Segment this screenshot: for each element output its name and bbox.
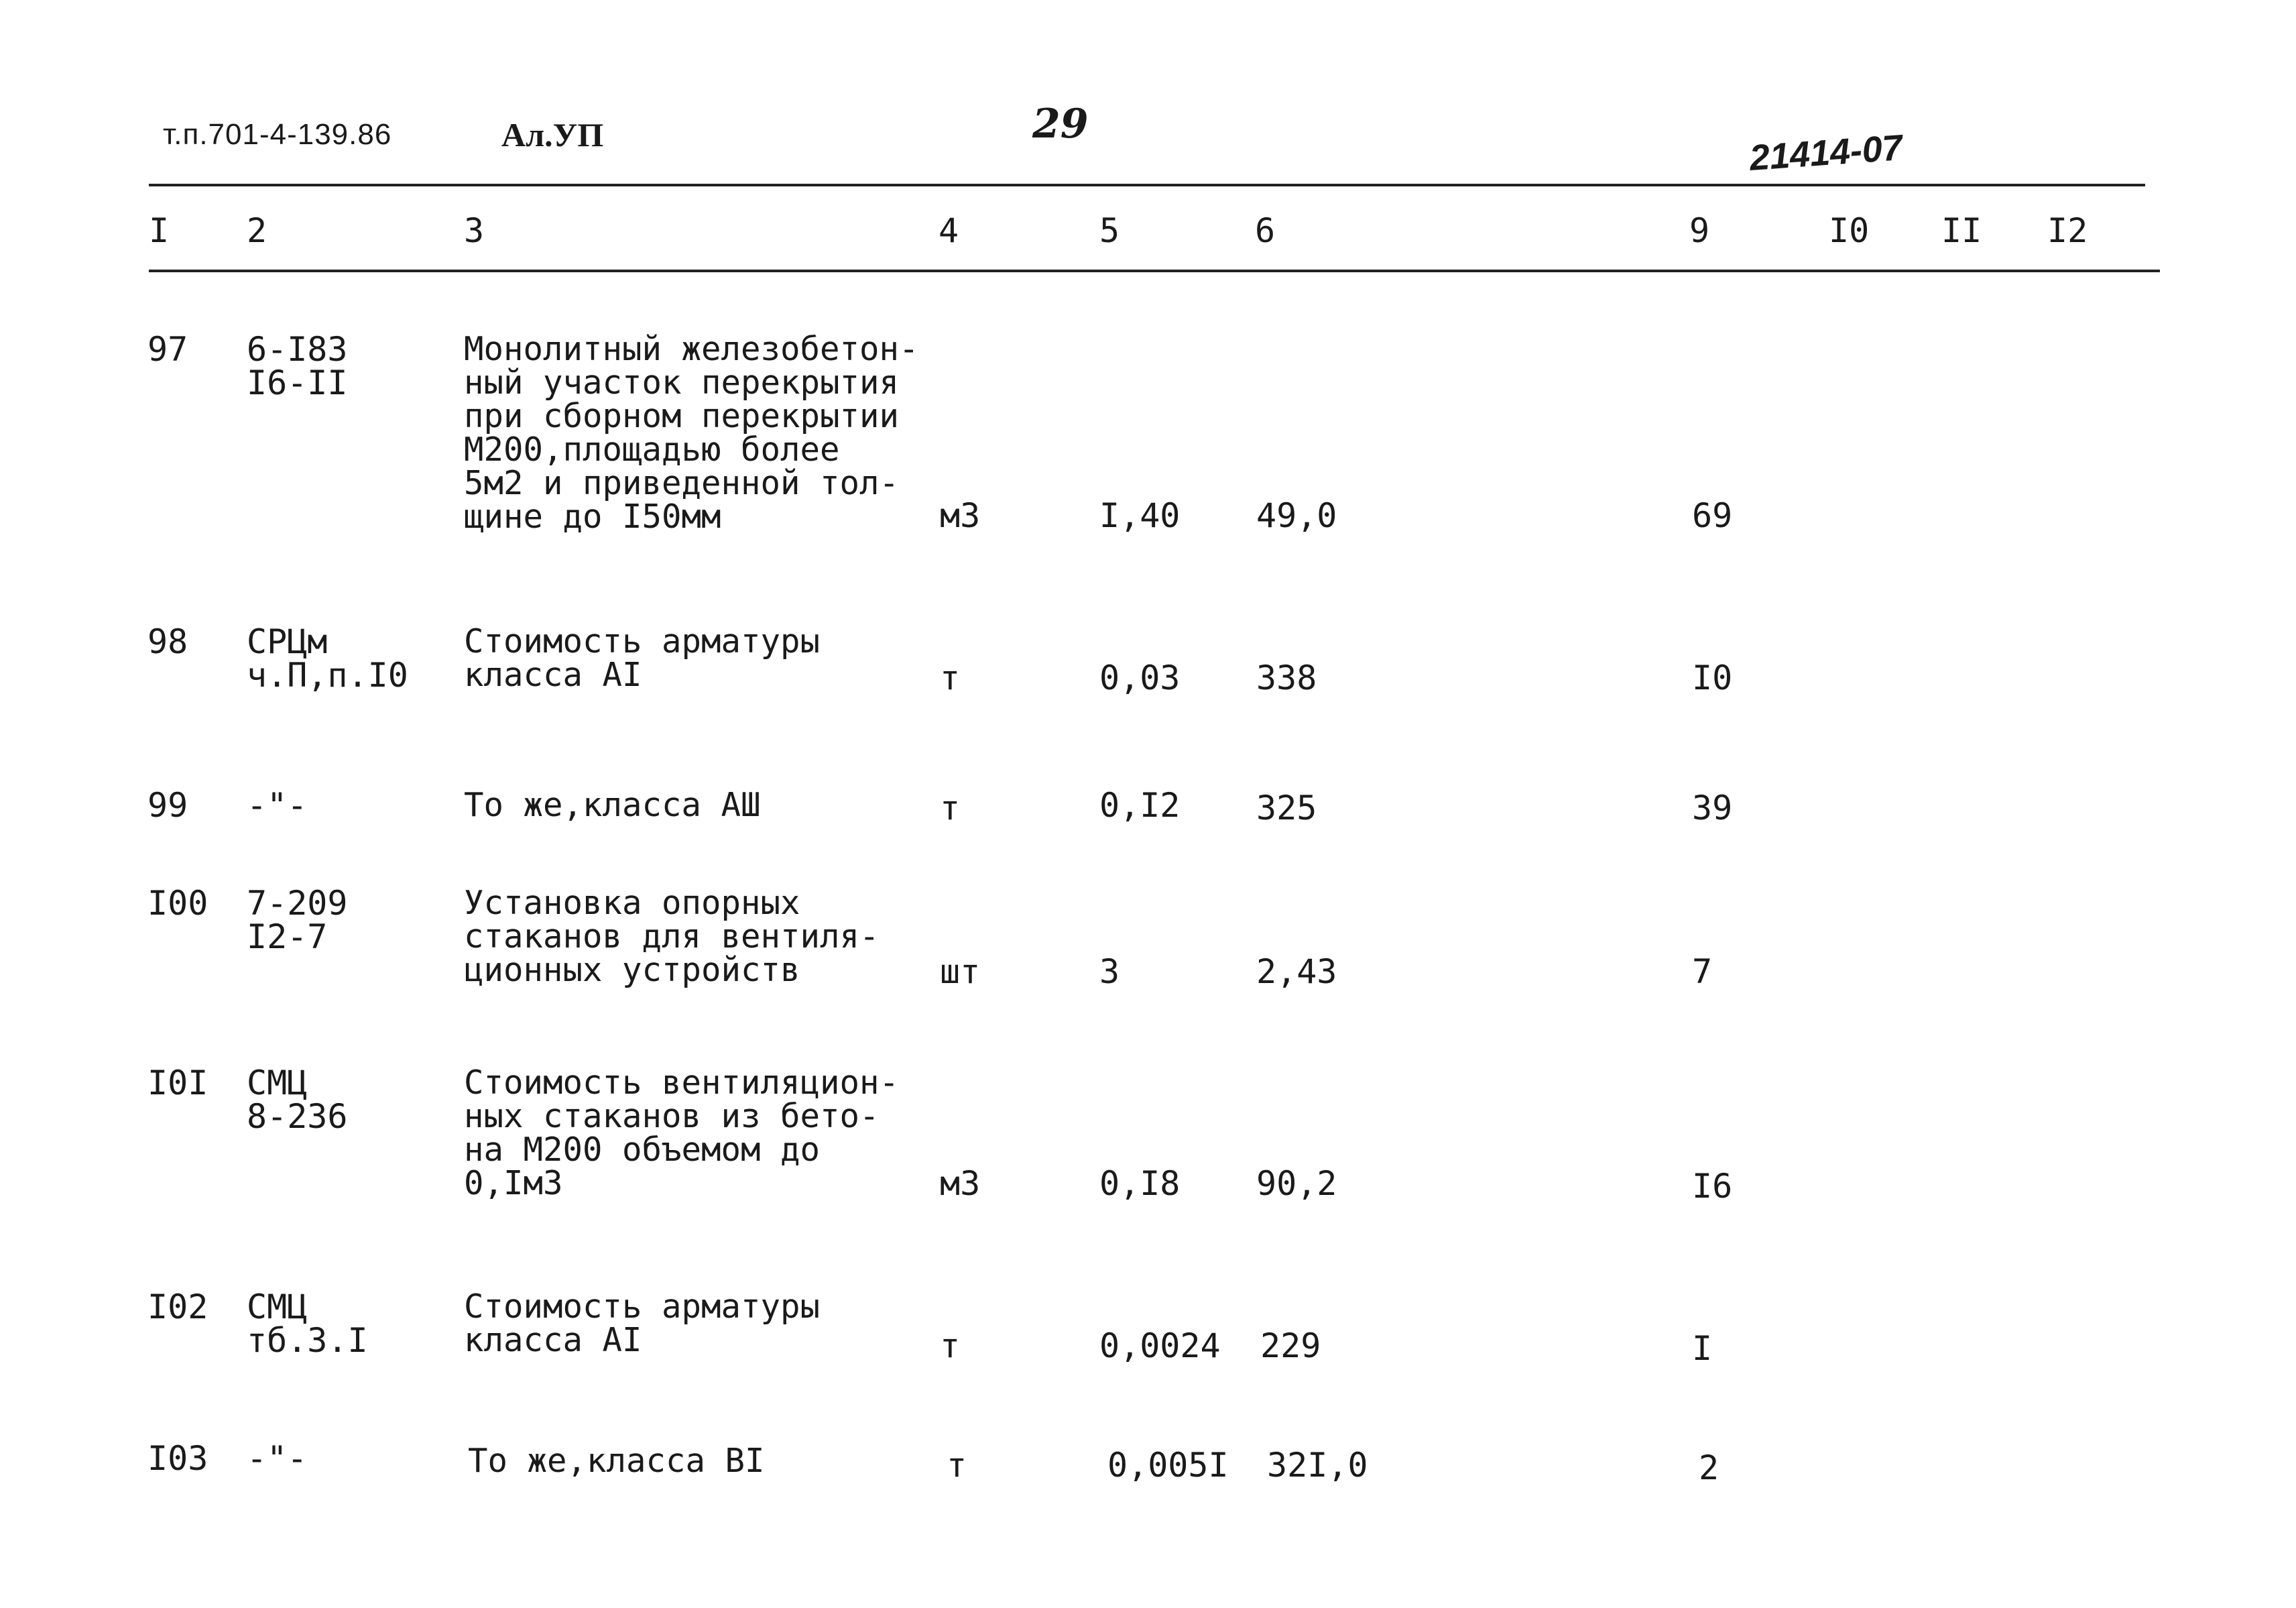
row-unit: т xyxy=(947,1446,967,1485)
row-total: 39 xyxy=(1692,789,1733,827)
row-description: Стоимость арматуры класса АI xyxy=(464,1287,821,1359)
column-number-3: 3 xyxy=(464,211,485,250)
row-description: Монолитный железобетон- ный участок перекрытия при сборном перекрытии М200,площадью более 5м2 и приведенной тол- щине до I50мм xyxy=(464,330,919,536)
column-number-10: I0 xyxy=(1829,211,1870,250)
row-code: СМЦ 8-236 xyxy=(247,1064,348,1136)
row-unit-price: 338 xyxy=(1256,658,1317,697)
row-code: СМЦ тб.3.I xyxy=(247,1287,368,1360)
album-label: Ал.УП xyxy=(501,116,604,154)
row-number: I00 xyxy=(147,884,208,923)
row-description: Стоимость вентиляцион- ных стаканов из бето- на М200 объемом до 0,Iм3 xyxy=(464,1064,900,1202)
row-unit-price: 2,43 xyxy=(1256,952,1337,991)
row-unit: м3 xyxy=(940,1164,981,1203)
row-unit-price: 32I,0 xyxy=(1267,1446,1368,1485)
column-number-9: 9 xyxy=(1689,211,1710,250)
row-code: СРЦм ч.П,п.I0 xyxy=(247,622,408,695)
column-number-4: 4 xyxy=(939,211,959,250)
row-code: -"- xyxy=(247,1439,308,1478)
row-total: 7 xyxy=(1692,952,1713,991)
row-total: I0 xyxy=(1692,658,1733,697)
row-quantity: 0,I2 xyxy=(1099,786,1181,825)
row-total: 2 xyxy=(1699,1448,1719,1487)
header-rule xyxy=(149,270,2160,272)
column-number-2: 2 xyxy=(247,211,267,250)
row-total: I xyxy=(1692,1329,1713,1368)
row-unit-price: 325 xyxy=(1256,789,1317,827)
row-quantity: 0,I8 xyxy=(1099,1164,1181,1203)
top-rule xyxy=(149,184,2145,186)
row-number: I02 xyxy=(147,1287,208,1326)
row-quantity: 3 xyxy=(1099,952,1120,991)
row-number: I0I xyxy=(147,1064,208,1102)
row-quantity: 0,005I xyxy=(1107,1446,1229,1485)
document-code: т.п.701-4-139.86 xyxy=(163,118,392,151)
column-number-5: 5 xyxy=(1099,211,1120,250)
row-number: I03 xyxy=(147,1439,208,1478)
row-description: То же,класса ВI xyxy=(468,1442,765,1480)
row-number: 98 xyxy=(147,622,188,661)
inventory-number: 21414-07 xyxy=(1748,127,1904,178)
row-number: 99 xyxy=(147,786,188,825)
row-code: 6-I83 I6-II xyxy=(247,330,348,402)
row-unit: т xyxy=(940,658,961,697)
row-unit: т xyxy=(940,1326,961,1365)
row-unit: т xyxy=(940,789,961,827)
row-description: Установка опорных стаканов для вентиля- ционных устройств xyxy=(464,884,880,989)
row-quantity: I,40 xyxy=(1099,496,1181,535)
column-number-12: I2 xyxy=(2047,211,2088,250)
column-number-6: 6 xyxy=(1255,211,1276,250)
row-quantity: 0,0024 xyxy=(1099,1326,1221,1365)
page-number: 29 xyxy=(1032,101,1089,148)
row-unit-price: 229 xyxy=(1260,1326,1321,1365)
row-total: 69 xyxy=(1692,496,1733,535)
row-code: -"- xyxy=(247,786,308,825)
row-number: 97 xyxy=(147,330,188,369)
row-quantity: 0,03 xyxy=(1099,658,1181,697)
row-total: I6 xyxy=(1692,1167,1733,1206)
row-unit-price: 49,0 xyxy=(1256,496,1337,535)
column-number-11: II xyxy=(1941,211,1982,250)
row-unit: шт xyxy=(940,952,981,991)
row-description: Стоимость арматуры класса АI xyxy=(464,622,821,694)
row-unit: м3 xyxy=(940,496,981,535)
row-description: То же,класса АШ xyxy=(464,786,761,824)
row-unit-price: 90,2 xyxy=(1256,1164,1337,1203)
row-code: 7-209 I2-7 xyxy=(247,884,348,956)
column-number-1: I xyxy=(149,211,170,250)
